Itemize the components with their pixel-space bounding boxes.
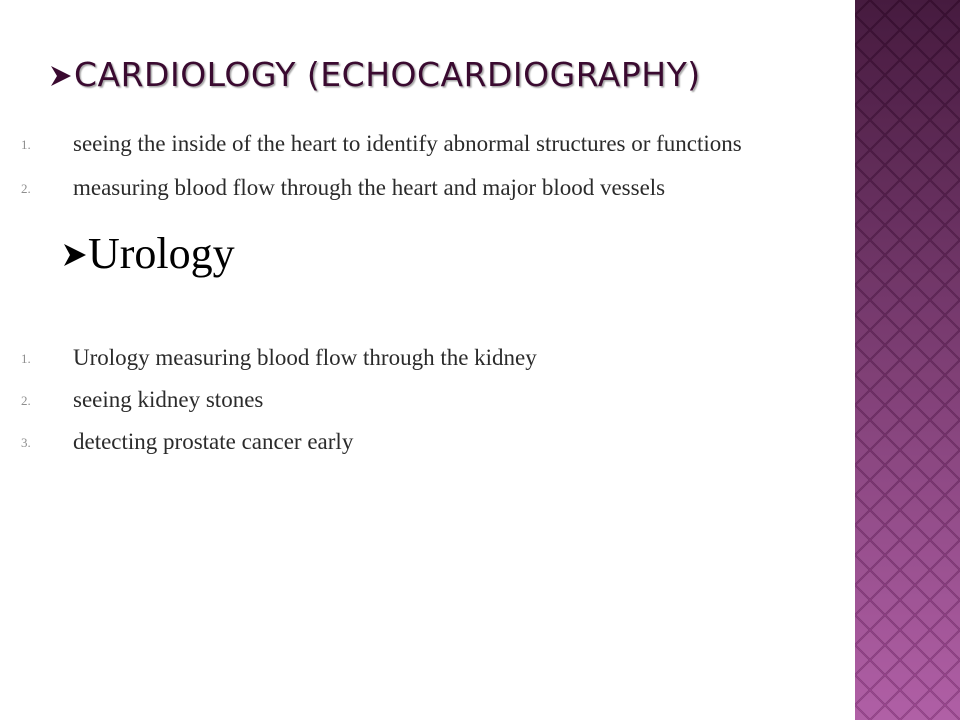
list-item bbox=[0, 385, 930, 427]
list-item-text: seeing the inside of the heart to identify abnormal structures or functions bbox=[73, 131, 742, 156]
list-item-text: Urology measuring blood flow through the kidney bbox=[73, 345, 537, 370]
list-item-text: measuring blood flow through the heart and major blood vessels bbox=[73, 175, 666, 200]
urology-subheading bbox=[62, 226, 235, 282]
cardiology-list bbox=[0, 129, 930, 217]
list-item-number: 2. bbox=[21, 181, 31, 196]
subheading-text: Urology bbox=[88, 229, 235, 278]
list-item-text: seeing kidney stones bbox=[73, 387, 264, 412]
arrow-bullet-icon bbox=[62, 226, 88, 282]
list-item bbox=[0, 343, 930, 385]
urology-list bbox=[0, 343, 930, 469]
slide-heading bbox=[48, 55, 701, 95]
list-item bbox=[0, 427, 930, 469]
heading-text: CARDIOLOGY (ECHOCARDIOGRAPHY) bbox=[74, 55, 701, 94]
list-item bbox=[0, 173, 930, 217]
list-item-number: 3. bbox=[21, 435, 31, 450]
list-item bbox=[0, 129, 930, 173]
list-item-number: 1. bbox=[21, 351, 31, 366]
diamond-pattern bbox=[855, 0, 960, 720]
list-item-number: 2. bbox=[21, 393, 31, 408]
arrow-bullet-icon bbox=[48, 55, 74, 95]
decorative-side-band bbox=[855, 0, 960, 720]
list-item-number: 1. bbox=[21, 137, 31, 152]
list-item-text: detecting prostate cancer early bbox=[73, 429, 354, 454]
